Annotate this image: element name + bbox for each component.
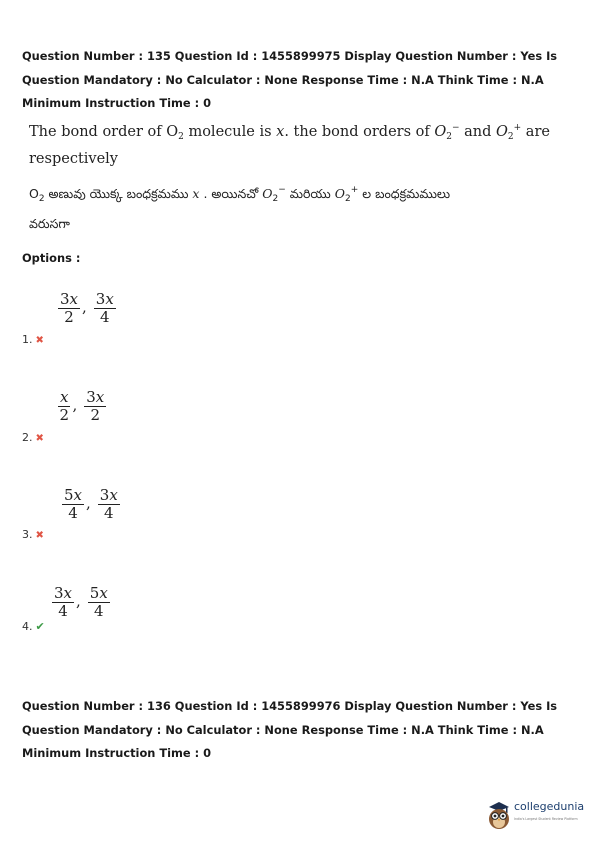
denominator: 4 bbox=[100, 308, 110, 326]
question-text-telugu-line2: వరుసగా bbox=[29, 216, 70, 231]
subscript: 2 bbox=[272, 194, 279, 204]
question-135-metadata: Question Number : 135 Question Id : 1455899975 Display Question Number : Yes Is Question Mandatory : No Calculator : None Response Time : N.A Think Time : N.A Minimum Instruction Time : 0 bbox=[22, 49, 558, 110]
variable-x: x bbox=[73, 486, 83, 504]
option-3-content bbox=[62, 487, 120, 522]
question-text-part: and bbox=[459, 124, 497, 140]
question-text-part: . అయినచో bbox=[199, 186, 263, 201]
option-number: 4. bbox=[22, 620, 33, 633]
numerator-coefficient: 5 bbox=[89, 584, 100, 602]
wrong-mark-icon: ✖ bbox=[35, 433, 44, 444]
logo-wordmark: collegedunia bbox=[514, 800, 585, 813]
fraction bbox=[52, 585, 74, 620]
fraction bbox=[62, 487, 84, 522]
question-text-part: అణువు యొక్క బంధక్రమము bbox=[44, 186, 193, 201]
variable-x: x bbox=[192, 186, 200, 201]
numerator-coefficient: 5 bbox=[64, 486, 74, 504]
numerator-coefficient: 3 bbox=[54, 584, 64, 602]
numerator-coefficient: 3 bbox=[60, 290, 70, 308]
option-4-label bbox=[22, 620, 45, 633]
question-text-part: . the bond orders of bbox=[284, 124, 435, 140]
ion-symbol: O bbox=[496, 124, 508, 140]
option-2-label bbox=[22, 431, 44, 444]
question-136-metadata: Question Number : 136 Question Id : 1455899976 Display Question Number : Yes Is Question Mandatory : No Calculator : None Response Time : N.A Think Time : N.A Minimum Instruction Time : 0 bbox=[22, 699, 558, 760]
correct-mark-icon: ✔ bbox=[35, 620, 45, 633]
denominator: 4 bbox=[94, 602, 104, 620]
comma: , bbox=[72, 395, 78, 414]
question-text-part: ల బంధక్రమములు bbox=[358, 186, 451, 201]
variable-x: x bbox=[276, 124, 285, 140]
denominator: 2 bbox=[64, 308, 74, 326]
subscript: 2 bbox=[345, 194, 351, 204]
denominator: 2 bbox=[90, 406, 101, 424]
question-text-part: The bond order of O bbox=[29, 124, 179, 140]
variable-x: x bbox=[63, 584, 73, 602]
option-number: 3. bbox=[22, 528, 33, 541]
fraction bbox=[84, 389, 106, 424]
option-number: 1. bbox=[22, 333, 33, 346]
variable-x: x bbox=[99, 584, 108, 602]
fraction bbox=[58, 291, 80, 326]
ion-symbol: O bbox=[334, 186, 345, 201]
logo-tagline: India's Largest Student Review Platform bbox=[514, 817, 578, 821]
wrong-mark-icon: ✖ bbox=[35, 530, 44, 541]
denominator: 4 bbox=[104, 504, 114, 522]
comma: , bbox=[76, 591, 81, 610]
comma: , bbox=[82, 297, 87, 316]
ion-symbol: O bbox=[262, 186, 273, 201]
denominator: 4 bbox=[68, 504, 78, 522]
comma: , bbox=[86, 493, 91, 512]
question-text-english bbox=[29, 123, 550, 142]
option-2-content bbox=[58, 389, 106, 424]
superscript-minus: − bbox=[451, 123, 460, 133]
variable-x: x bbox=[69, 290, 79, 308]
molecule-symbol: O bbox=[29, 186, 39, 201]
option-number: 2. bbox=[22, 431, 33, 444]
denominator: 4 bbox=[58, 602, 68, 620]
question-text-part: molecule is bbox=[183, 124, 277, 140]
option-4-content bbox=[52, 585, 110, 620]
fraction bbox=[98, 487, 120, 522]
subscript: 2 bbox=[38, 194, 45, 204]
superscript-plus: + bbox=[350, 185, 359, 195]
numerator-coefficient: 3 bbox=[86, 388, 96, 406]
denominator: 2 bbox=[59, 406, 69, 424]
subscript: 2 bbox=[178, 132, 184, 142]
fraction bbox=[58, 389, 70, 424]
collegedunia-logo bbox=[486, 798, 586, 830]
fraction bbox=[88, 585, 110, 620]
superscript-minus: − bbox=[278, 185, 286, 195]
numerator-coefficient: 3 bbox=[95, 290, 106, 308]
ion-symbol: O bbox=[434, 124, 447, 140]
owl-mascot-icon bbox=[486, 798, 512, 830]
variable-x: x bbox=[95, 388, 105, 406]
option-3-label bbox=[22, 528, 44, 541]
numerator-coefficient: 3 bbox=[99, 486, 110, 504]
subscript: 2 bbox=[446, 132, 452, 142]
options-label: Options : bbox=[22, 251, 81, 265]
variable-x: x bbox=[60, 388, 69, 406]
subscript: 2 bbox=[507, 132, 514, 142]
variable-x: x bbox=[105, 290, 114, 308]
fraction bbox=[94, 291, 116, 326]
superscript-plus: + bbox=[513, 123, 522, 133]
wrong-mark-icon: ✖ bbox=[35, 335, 44, 346]
option-1-label bbox=[22, 333, 44, 346]
question-text-english-line2: respectively bbox=[29, 151, 119, 167]
question-text-part: మరియు bbox=[285, 186, 335, 201]
question-text-telugu bbox=[29, 185, 450, 205]
question-text-part: are bbox=[521, 124, 550, 140]
variable-x: x bbox=[109, 486, 118, 504]
option-1-content bbox=[58, 291, 116, 326]
